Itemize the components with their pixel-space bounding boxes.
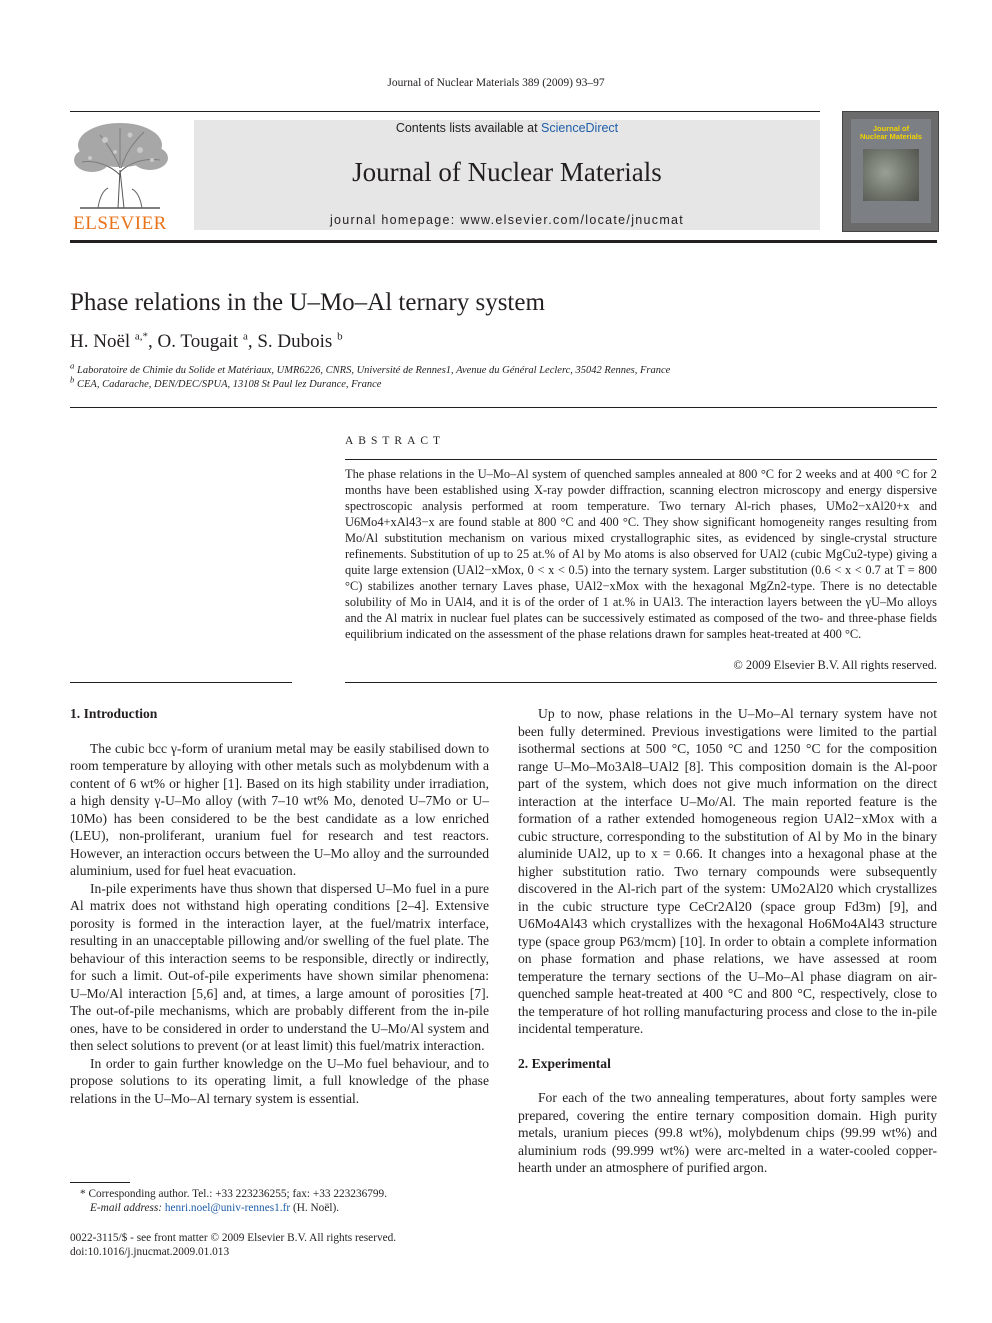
intro-paragraph-2: In-pile experiments have thus shown that dispersed U–Mo fuel in a pure Al matrix does not withstand high operating conditions [2–4]. Extensive porosity is formed in the interaction layer, at the fuel/matrix interface, resulting in an unacceptable pillowing and/or swelling of the fuel plate. The behaviour of this interaction seems to be responsible, directly or indirectly, for such a limit. Out-of-pile experiments have shown similar phenomena: U–Mo/Al interaction [5,6] and, at times, a large amount of porosities [7]. The out-of-pile mechanisms, which are probably different from the in-pile ones, have to be considered in order to understand the U–Mo/Al system and then select solutions to prevent (or at least limit) this fuel/matrix interaction. [70, 880, 489, 1053]
footnote-corresponding-text: Corresponding author. Tel.: +33 223236255; fax: +33 223236799. [88, 1188, 388, 1200]
front-matter [70, 1231, 396, 1259]
cover-title-line-2: Nuclear Materials [859, 132, 923, 141]
affiliation-text: CEA, Cadarache, DEN/DEC/SPUA, 13108 St Paul lez Durance, France [77, 379, 382, 390]
contents-prefix: Contents lists available at [395, 121, 542, 135]
left-column-rule [70, 682, 292, 683]
abstract-bottom-rule [345, 682, 937, 683]
affiliation-text: Laboratoire de Chimie du Solide et Matériaux, UMR6226, CNRS, Université de Rennes1, Avenue du Général Leclerc, 35042 Rennes, France [77, 365, 671, 376]
experimental-paragraph-1: For each of the two annealing temperatures, about forty samples were prepared, covering the entire ternary composition domain. High purity metals, uranium pieces (99.8 wt%), molybdenum chips (99.99 wt%) and aluminium rods (99.999 wt%) were arc-melted in a water-cooled copper-hearth under an atmosphere of purified argon. [518, 1090, 937, 1175]
contents-line [194, 121, 820, 135]
intro-paragraph-3: In order to gain further knowledge on the U–Mo fuel behaviour, and to propose solutions to its operating limit, a full knowledge of the phase relations in the U–Mo–Al ternary system is essential. [70, 1055, 489, 1106]
footnote-mark: * [80, 1188, 86, 1200]
journal-title: Journal of Nuclear Materials [352, 157, 662, 187]
running-header: Journal of Nuclear Materials 389 (2009) 93–97 [387, 77, 605, 89]
footnote-corresponding [70, 1187, 490, 1201]
cover-title [851, 125, 931, 141]
article-title: Phase relations in the U–Mo–Al ternary system [70, 289, 545, 316]
email-label: E-mail address: [90, 1202, 163, 1214]
elsevier-logo [70, 120, 170, 232]
intro-paragraph-4: Up to now, phase relations in the U–Mo–Al ternary system have not been fully determined. Previous investigations were limited to the partial isothermal sections at 500 °C, 1050 °C and 1250 °C for the composition range U–Mo–Mo3Al8–UAl2 [8]. This composition domain is the Al-poor part of the system, which does not give much information on the direct interaction at the interface U–Mo/Al. The main reported feature is the formation of a rather extended homogeneous region UAl2−xMox with a cubic structure, corresponding to the substitution of Al by Mo in the binary aluminide UAl2, up to x = 0.66. It changes into a hexagonal phase at the higher substitution ratio. Two ternary compounds were subsequently discovered in the Al-rich part of the system: UMo2Al20 which crystallizes in the cubic structure type CeCr2Al20 (space group Fd3m) [9], and U6Mo4Al43 which crystallizes with the hexagonal Ho6Mo4Al43 structure type (space group P63/mcm) [10]. In order to obtain a complete information on phase formation and phase relations, we have assessed at room temperature the ternary sections of the U–Mo–Al phase diagram on air-quenched sample heat-treated at 400 °C and 800 °C, respectively, close to the temperature of hot rolling manufacturing process and close to the in-pile incidental temperature. [518, 706, 937, 1036]
abstract-text: The phase relations in the U–Mo–Al system of quenched samples annealed at 800 °C for 2 weeks and at 400 °C for 2 months have been established using X-ray powder diffraction, scanning electron microscopy and energy dispersive spectroscopic analysis performed at room temperature. Two ternary Al-rich phases, UMo2−xAl20+x and U6Mo4+xAl43−x are found stable at 800 °C and 400 °C. They show significant homogeneity ranges resulting from Mo/Al substitution mechanism on various mixed crystallographic sites, as evidenced by single-crystal structure refinements. Substitution of up to 25 at.% of Al by Mo atoms is also observed for UAl2 (cubic MgCu2-type) giving a quite large extension (UAl2−xMox, 0 < x < 0.5) into the ternary system. Larger substitution (0.6 < x < 0.7 at T = 800 °C) stabilizes another ternary Laves phase, UAl2−xMox with the hexagonal MgZn2-type. There is no detectable solubility of Mo in UAl4, and it is of the order of 1 at.% in UAl3. The interaction layers between the γU–Mo alloys and the Al matrix in nuclear fuel plates can be successively estimated as composed of the two- and three-phase fields equilibrium indicated on the assessment of the phase relations drawn for samples heat-treated at 400 °C. [345, 467, 937, 641]
affiliation-b [70, 374, 382, 390]
issn-line: 0022-3115/$ - see front matter © 2009 Elsevier B.V. All rights reserved. [70, 1232, 397, 1244]
footnote-email [70, 1201, 490, 1215]
tree-icon [70, 120, 170, 212]
left-column [70, 705, 489, 1107]
journal-homepage[interactable]: journal homepage: www.elsevier.com/locate/jnucmat [329, 213, 685, 227]
header-rule [70, 111, 820, 112]
author-name: H. Noël [70, 331, 131, 352]
cover-image [863, 149, 919, 201]
author-list: H. Noël $^{a,*}$, O. Tougait $^a$, S. Dubois $^b$ [70, 330, 343, 352]
journal-cover [842, 111, 939, 232]
section-heading-introduction: 1. Introduction [70, 706, 158, 721]
header-thick-rule [70, 240, 937, 243]
doi-line[interactable]: doi:10.1016/j.jnucmat.2009.01.013 [70, 1246, 230, 1258]
email-link[interactable]: henri.noel@univ-rennes1.fr [164, 1202, 291, 1214]
affiliation-a [70, 360, 671, 376]
abstract-heading: ABSTRACT [345, 435, 446, 447]
publisher-name: ELSEVIER [73, 213, 167, 234]
affiliation-sup: a [70, 360, 75, 371]
author-name: O. Tougait [157, 331, 239, 352]
email-suffix: (H. Noël). [292, 1202, 340, 1214]
sciencedirect-link[interactable]: ScienceDirect [541, 121, 619, 135]
intro-paragraph-1: The cubic bcc γ-form of uranium metal may be easily stabilised down to room temperature by alloying with other metals such as molybdenum with a content of 6 wt% or higher [1]. Based on its high stability under irradiation, a high density γ-U–Mo alloy (with 7–10 wt% Mo, denoted U–7Mo or U–10Mo) has been considered to be the best candidate as a low enriched (LEU), non-proliferant, uranium fuel for research and test reactors. However, an interaction occurs between the U–Mo alloy and the surrounded aluminium, used for fuel heat evacuation. [70, 740, 489, 878]
footnote [70, 1187, 490, 1215]
cover-title-line-1: Journal of [872, 124, 910, 133]
author-sup: b [337, 330, 343, 343]
footnote-rule [70, 1182, 130, 1183]
author-name: S. Dubois [257, 331, 333, 352]
journal-banner [194, 120, 820, 230]
abstract-copyright: © 2009 Elsevier B.V. All rights reserved. [733, 658, 937, 672]
section-heading-experimental: 2. Experimental [518, 1055, 611, 1071]
abstract-top-rule [345, 459, 937, 460]
author-sup: a,* [134, 330, 149, 343]
right-column [518, 705, 937, 1177]
cover-panel [851, 119, 931, 223]
affiliation-rule [70, 407, 937, 408]
author-sup: a [242, 330, 248, 343]
affiliation-sup: b [70, 374, 75, 385]
